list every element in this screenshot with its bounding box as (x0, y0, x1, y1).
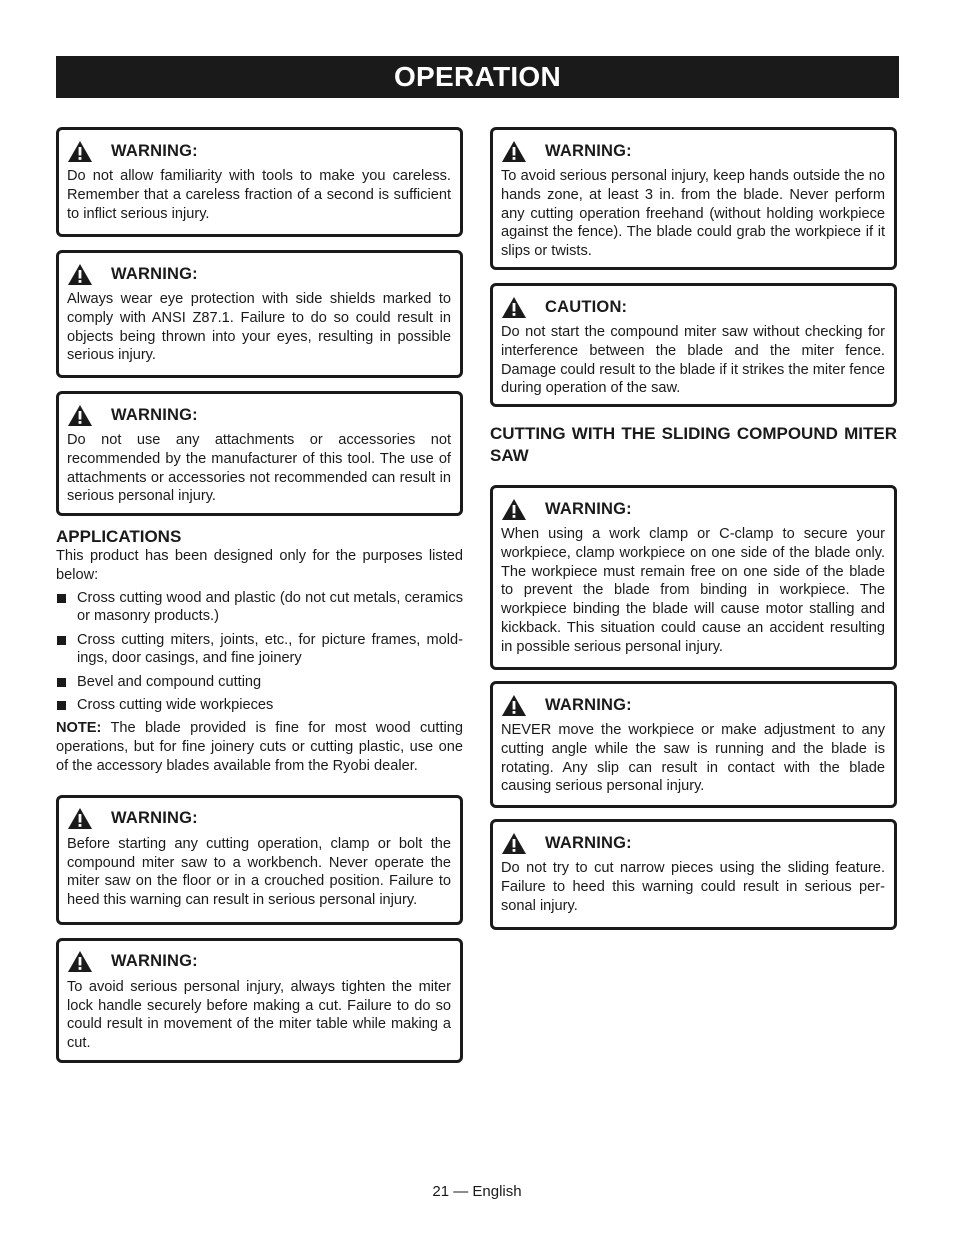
right-column (490, 127, 897, 943)
caution-box (490, 283, 897, 407)
warning-triangle-icon (67, 140, 93, 163)
warning-text: NEVER move the workpiece or make adjustment to any cutting angle while the saw is running and the blade is rotating. Any slip can result in contact with the blade causing serious personal injury. (501, 722, 885, 795)
applications-list (56, 589, 463, 715)
warning-title: WARNING: (545, 141, 632, 160)
warning-triangle-icon (501, 832, 527, 855)
warning-title: WARNING: (111, 141, 198, 160)
warning-triangle-icon (501, 140, 527, 163)
warning-box (490, 819, 897, 930)
warning-title: WARNING: (111, 405, 198, 424)
warning-text: Do not use any attachments or accessories not recommended by the manufacturer of this tool. The use of attachments or accessories not recommended can result in serious personal injury. (67, 432, 451, 505)
warning-triangle-icon (501, 694, 527, 717)
warning-box (56, 795, 463, 925)
warning-box (490, 681, 897, 808)
warning-box (56, 938, 463, 1063)
caution-text: Do not start the compound miter saw without checking for interference between the blade and the miter fence. Damage could result to the blade if it strikes the miter fence during operation of the saw. (501, 324, 885, 397)
cutting-section-heading: CUTTING WITH THE SLIDING COMPOUND MITER SAW (490, 424, 897, 465)
warning-text: To avoid serious personal injury, keep hands outside the no hands zone, at least 3 in. from the blade. Never perform any cutting operation freehand (without holding workpiece against the fence). The blade could grab the workpiece if it slips or twists. (501, 168, 885, 260)
warning-box (56, 391, 463, 516)
note-label: NOTE: (56, 720, 102, 737)
warning-triangle-icon (67, 263, 93, 286)
warning-title: WARNING: (545, 695, 632, 714)
warning-triangle-icon (67, 404, 93, 427)
left-column (56, 127, 463, 1076)
warning-title: WARNING: (545, 833, 632, 852)
warning-box (490, 485, 897, 670)
page-title: OPERATION (56, 56, 899, 98)
warning-title: WARNING: (545, 499, 632, 518)
list-item: Cross cutting wood and plastic (do not cut metals, ceramics or masonry products.) (56, 589, 463, 627)
list-item: Cross cutting miters, joints, etc., for picture frames, moldings, door casings, and fine joinery (56, 631, 463, 669)
warning-text: Do not allow familiarity with tools to make you careless. Remember that a careless fraction of a second is sufficient to inflict serious injury. (67, 168, 451, 222)
applications-intro: This product has been designed only for the purposes listed below: (56, 548, 463, 583)
warning-title: WARNING: (111, 809, 198, 828)
warning-title: WARNING: (111, 264, 198, 283)
page-footer: 21 — English (432, 1183, 522, 1200)
warning-title: WARNING: (111, 952, 198, 971)
caution-triangle-icon (501, 296, 527, 319)
list-item: Cross cutting wide workpieces (56, 696, 463, 715)
list-item: Bevel and compound cutting (56, 673, 463, 692)
warning-text: Do not try to cut narrow pieces using the sliding feature. Failure to heed this warning could result in serious personal injury. (501, 860, 885, 914)
warning-triangle-icon (67, 807, 93, 830)
warning-triangle-icon (67, 950, 93, 973)
warning-box (56, 127, 463, 237)
caution-title: CAUTION: (545, 297, 628, 316)
note-paragraph (56, 719, 463, 775)
warning-text: Always wear eye protection with side shields marked to comply with ANSI Z87.1. Failure to do so could result in objects being thrown into your eyes, resulting in possible serious injury. (67, 291, 451, 364)
applications-heading: APPLICATIONS (56, 527, 182, 546)
warning-text: To avoid serious personal injury, always tighten the miter lock handle securely before making a cut. Failure to do so could result in movement of the miter table while making a cut. (67, 978, 451, 1052)
warning-triangle-icon (501, 498, 527, 521)
note-text: The blade provided is fine for most wood cutting operations, but for fine joinery cuts or cutting plastic, use one of the accessory blades available from the Ryobi dealer. (56, 720, 463, 774)
warning-box (56, 250, 463, 378)
warning-text: Before starting any cutting operation, clamp or bolt the compound miter saw to a workbench. Never operate the miter saw on the floor or in a crouched position. Failure to heed this warning can result in serious personal injury. (67, 835, 451, 909)
warning-box (490, 127, 897, 270)
warning-text: When using a work clamp or C-clamp to secure your workpiece, clamp workpiece on one side of the blade only. The workpiece must remain free on one side of the blade to prevent the blade from binding in workpiece. The workpiece binding the blade will cause motor stalling and kickback. This situation could cause an accident resulting in possible serious personal injury. (501, 526, 885, 655)
